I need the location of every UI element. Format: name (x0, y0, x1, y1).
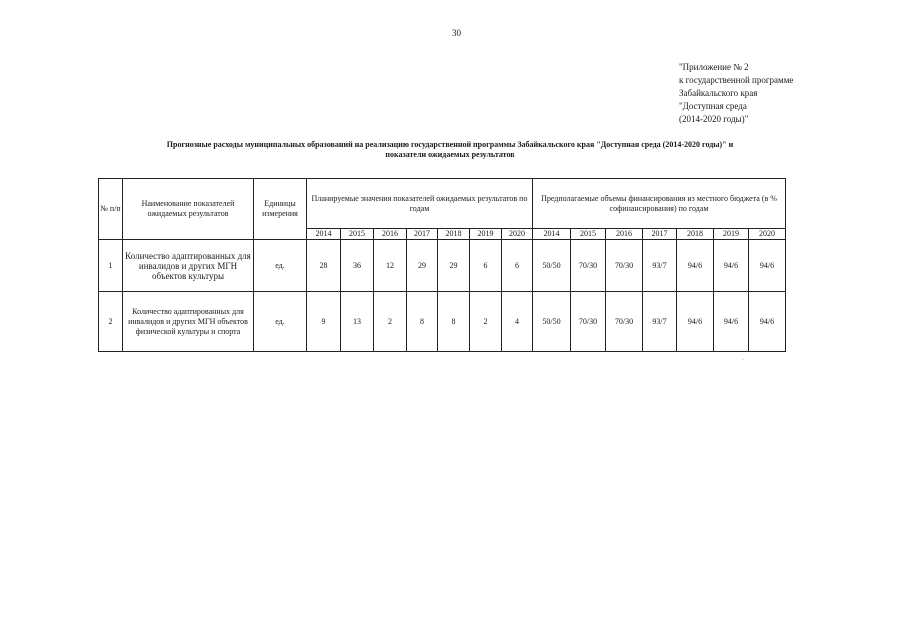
appendix-line: "Приложение № 2 (679, 62, 749, 72)
appendix-line: к государственной программе (679, 75, 794, 85)
table-row (99, 292, 786, 352)
year-cell: 2018 (677, 229, 714, 240)
appendix-line: Забайкальского края (679, 88, 758, 98)
planned-value: 29 (438, 240, 470, 292)
planned-value: 36 (341, 240, 374, 292)
financing-value: 93/7 (643, 292, 677, 352)
year-cell: 2017 (643, 229, 677, 240)
table-row (99, 240, 786, 292)
appendix-line: (2014-2020 годы)" (679, 114, 749, 124)
row-name: Количество адаптированных для инвалидов и других МГН объектов культуры (123, 240, 254, 292)
scan-speck: · (742, 357, 744, 363)
planned-value: 12 (374, 240, 407, 292)
planned-value: 29 (407, 240, 438, 292)
header-financing: Предполагаемые объемы финансирования из местного бюджета (в % софинансирования) по годам (533, 179, 786, 229)
year-cell: 2019 (470, 229, 502, 240)
row-unit: ед. (254, 240, 307, 292)
header-num: № п/п (99, 179, 123, 240)
financing-value: 94/6 (677, 292, 714, 352)
title-line: Прогнозные расходы муниципальных образований на реализацию государственной программы Забайкальского края "Доступная среда (2014-2020 годы)" и (166, 140, 734, 149)
planned-value: 6 (470, 240, 502, 292)
header-name: Наименование показателей ожидаемых результатов (123, 179, 254, 240)
year-cell: 2016 (606, 229, 643, 240)
title-line: показатели ожидаемых результатов (385, 150, 515, 159)
document-title (100, 140, 800, 160)
planned-value: 4 (502, 292, 533, 352)
financing-value: 94/6 (749, 240, 786, 292)
financing-value: 94/6 (677, 240, 714, 292)
row-name: Количество адаптированных для инвалидов и других МГН объектов физической культуры и спорта (123, 292, 254, 352)
header-planned: Планируемые значения показателей ожидаемых результатов по годам (307, 179, 533, 229)
financing-value: 70/30 (571, 292, 606, 352)
results-table (98, 178, 786, 352)
year-cell: 2019 (714, 229, 749, 240)
financing-value: 70/30 (606, 292, 643, 352)
year-cell: 2014 (307, 229, 341, 240)
planned-value: 2 (374, 292, 407, 352)
planned-value: 6 (502, 240, 533, 292)
planned-value: 8 (438, 292, 470, 352)
financing-value: 94/6 (714, 292, 749, 352)
row-num: 2 (99, 292, 123, 352)
financing-value: 50/50 (533, 240, 571, 292)
year-cell: 2020 (502, 229, 533, 240)
appendix-line: "Доступная среда (679, 101, 747, 111)
appendix-note (679, 61, 793, 126)
financing-value: 70/30 (571, 240, 606, 292)
year-cell: 2015 (571, 229, 606, 240)
planned-value: 2 (470, 292, 502, 352)
financing-value: 94/6 (749, 292, 786, 352)
financing-value: 70/30 (606, 240, 643, 292)
year-cell: 2018 (438, 229, 470, 240)
year-cell: 2016 (374, 229, 407, 240)
year-cell: 2020 (749, 229, 786, 240)
year-cell: 2017 (407, 229, 438, 240)
planned-value: 28 (307, 240, 341, 292)
row-unit: ед. (254, 292, 307, 352)
year-cell: 2014 (533, 229, 571, 240)
planned-value: 8 (407, 292, 438, 352)
financing-value: 94/6 (714, 240, 749, 292)
header-row (99, 179, 786, 229)
page-number: 30 (452, 28, 461, 38)
header-unit: Единицы измерения (254, 179, 307, 240)
financing-value: 93/7 (643, 240, 677, 292)
financing-value: 50/50 (533, 292, 571, 352)
year-cell: 2015 (341, 229, 374, 240)
planned-value: 9 (307, 292, 341, 352)
planned-value: 13 (341, 292, 374, 352)
row-num: 1 (99, 240, 123, 292)
